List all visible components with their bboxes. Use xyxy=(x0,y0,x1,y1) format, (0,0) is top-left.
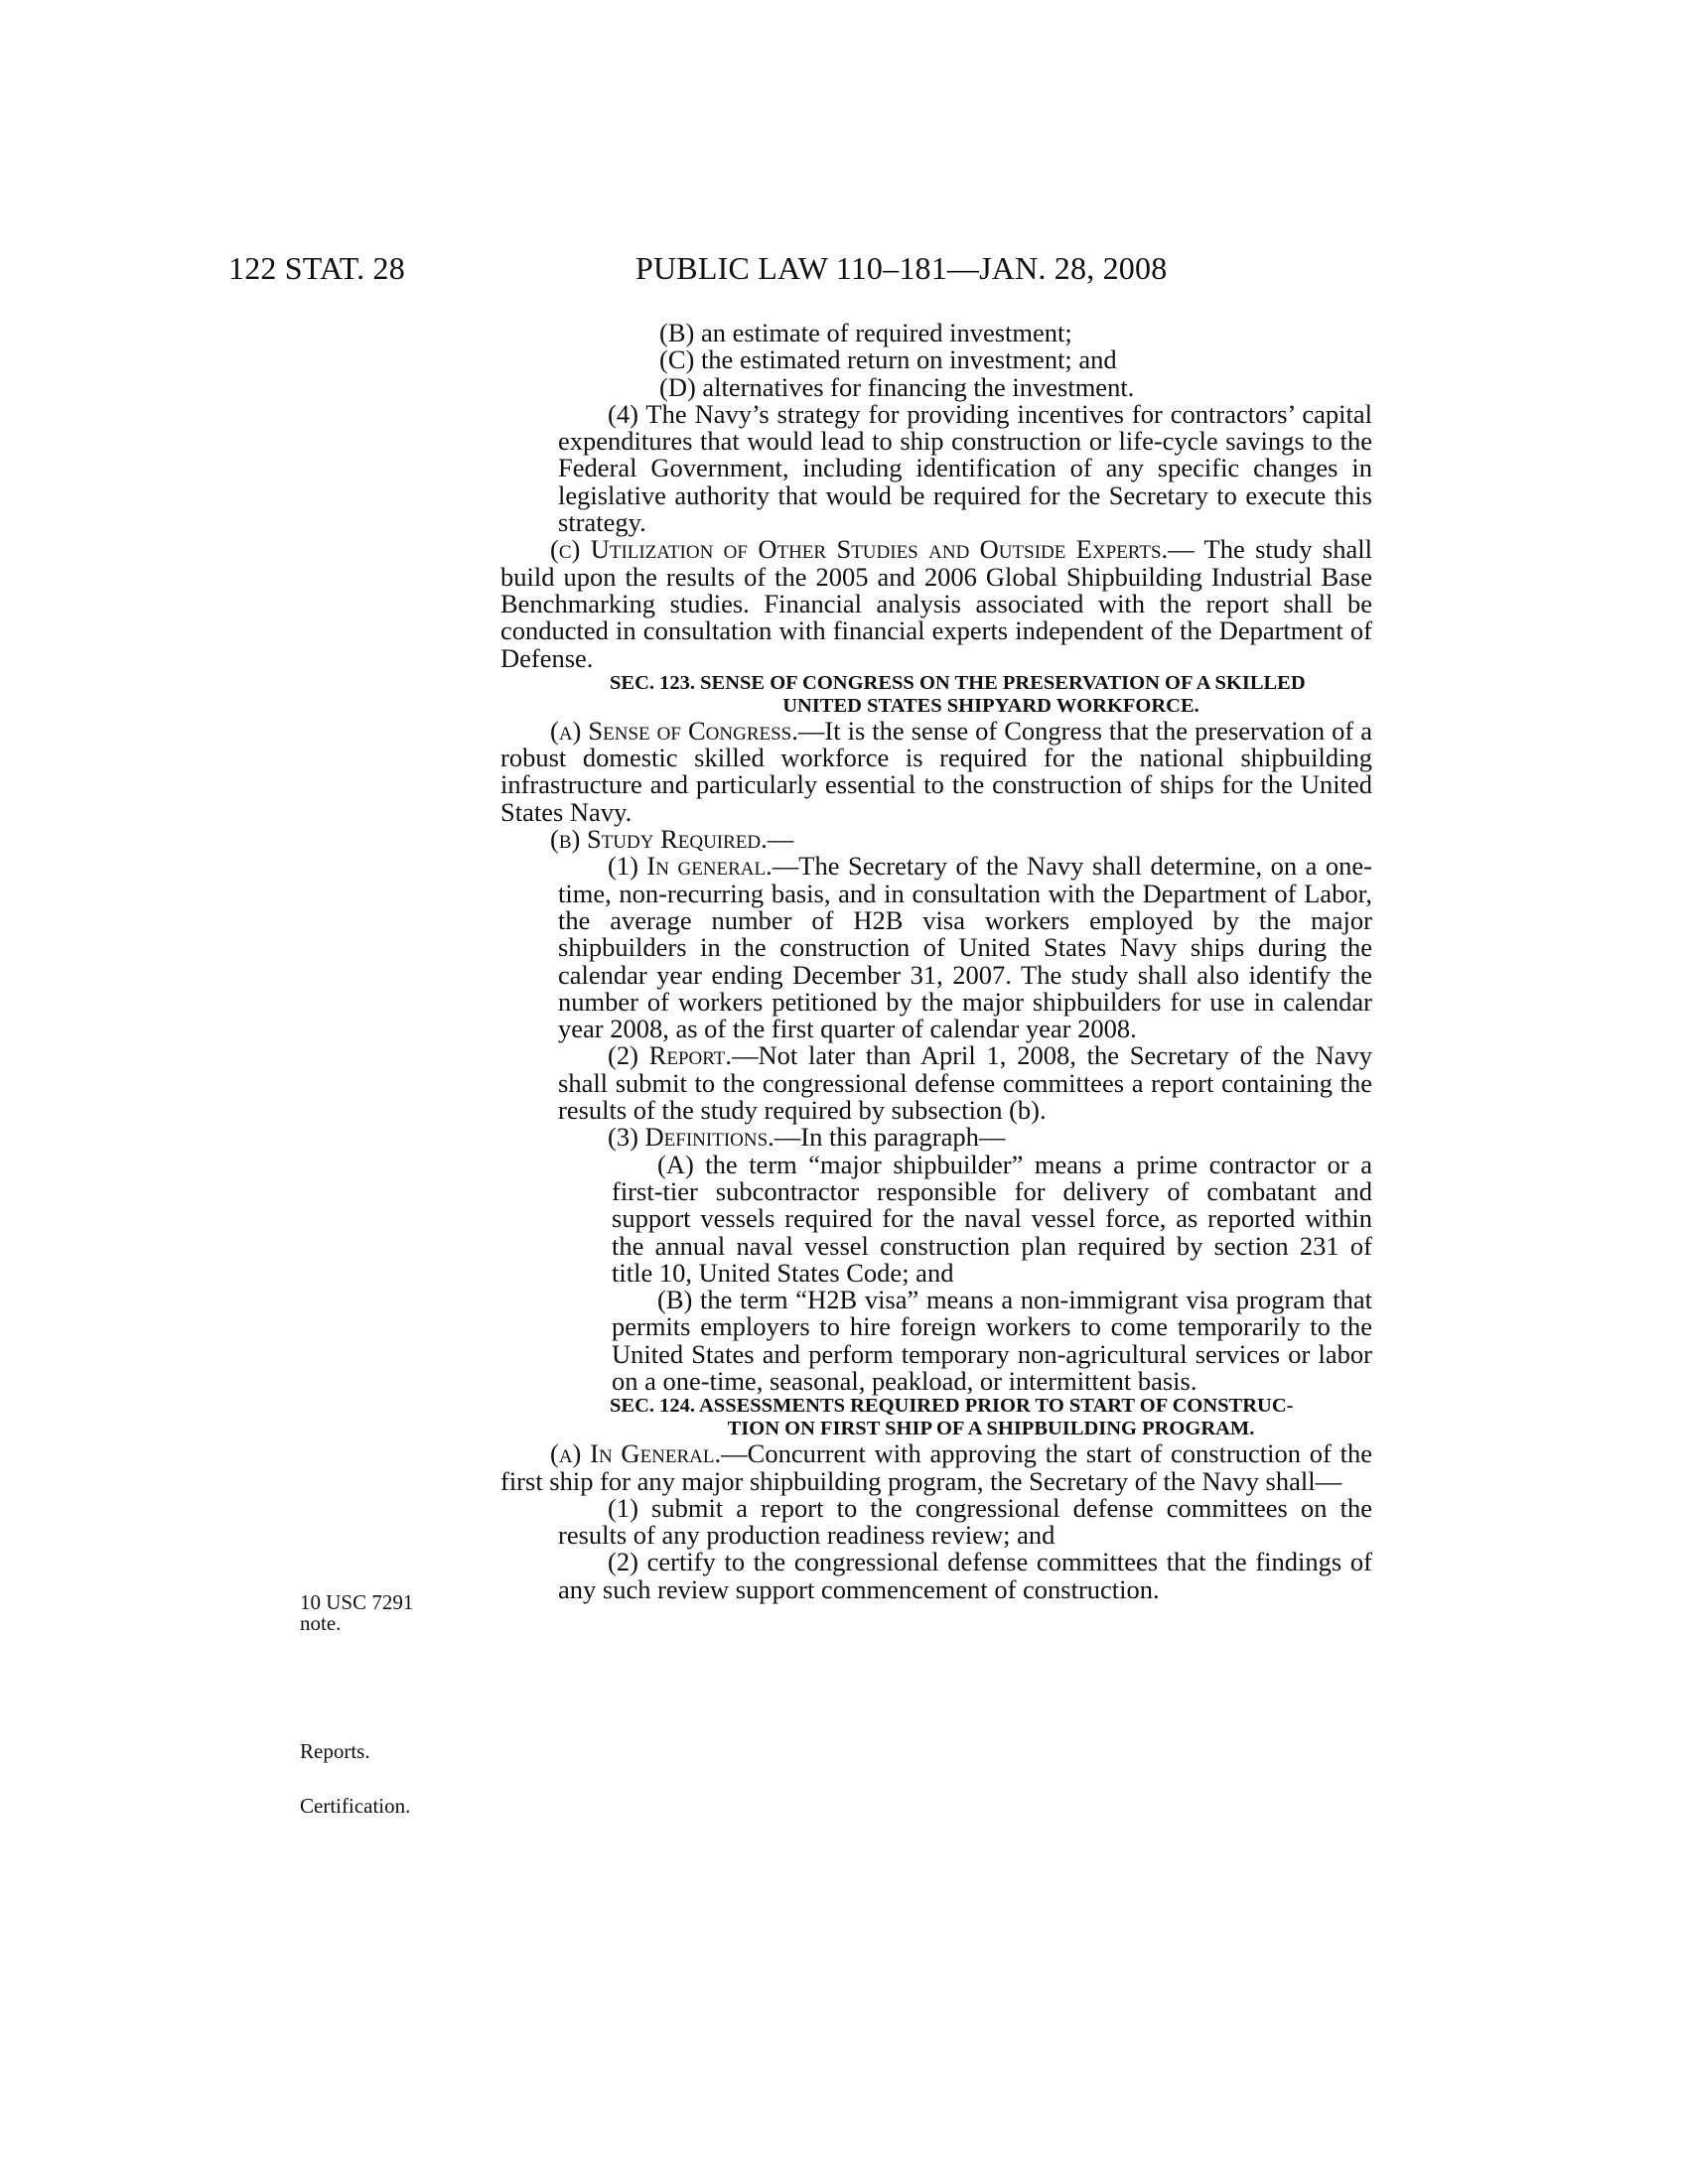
para-b3-C: (C) the estimated return on investment; and xyxy=(659,344,1117,375)
para-123-b3-A: (A) the term “major shipbuilder” means a prime contractor or a first-tier subcontractor responsible for delivery of combatant and support vessels required for the naval vessel force, as reported within the annual naval vessel construction plan required by section 231 of title 10, United States Code; and xyxy=(612,1149,1372,1288)
para-123-b2-heading: (2) Report. xyxy=(608,1040,733,1071)
page-stat-citation: 122 STAT. 28 xyxy=(228,250,405,286)
para-124-a xyxy=(500,1440,1372,1495)
para-b3-D: (D) alternatives for financing the investment. xyxy=(659,371,1135,402)
para-123-b2-body: —Not later than April 1, 2008, the Secretary of the Navy shall submit to the congressional defense committees a report containing the results of the study required by subsection (b). xyxy=(558,1040,1372,1126)
margin-note-reports: Reports. xyxy=(300,1739,370,1763)
section-124-heading-line2: TION ON FIRST SHIP OF A SHIPBUILDING PROGRAM. xyxy=(727,1418,1255,1440)
para-123-b1 xyxy=(500,853,1372,1042)
para-124-a1: (1) submit a report to the congressional defense committees on the results of any production readiness review; and xyxy=(558,1492,1372,1551)
para-b3-B: (B) an estimate of required investment; xyxy=(659,318,1072,347)
para-c xyxy=(500,536,1372,671)
page-header-title: PUBLIC LAW 110–181—JAN. 28, 2008 xyxy=(635,250,1168,286)
para-124-a-heading: (a) In General. xyxy=(550,1438,722,1469)
para-123-a-heading: (a) Sense of Congress. xyxy=(550,715,798,746)
para-c-heading: (c) Utilization of Other Studies and Outside Experts.— xyxy=(550,534,1195,565)
para-123-b3 xyxy=(500,1124,1372,1151)
document-body xyxy=(500,320,1372,1603)
para-123-b3-heading: (3) Definitions. xyxy=(608,1122,774,1153)
para-124-a2: (2) certify to the congressional defense committees that the findings of any such review support commencement of construction. xyxy=(558,1547,1372,1604)
margin-note-usc-line2: note. xyxy=(300,1611,342,1635)
para-c-body: The study shall build upon the results of the 2005 and 2006 Global Shipbuilding Industrial Base Benchmarking studies. Financial analysis associated with the report shall be conducted in consultation with financial experts independent of the Department of Defense. xyxy=(500,534,1372,673)
para-123-a-body: —It is the sense of Congress that the preservation of a robust domestic skilled workforce is required for the national shipbuilding infrastructure and particularly essential to the construction of ships for the United States Navy. xyxy=(500,715,1372,827)
section-123-heading xyxy=(500,672,1372,718)
section-123-heading-line2: UNITED STATES SHIPYARD WORKFORCE. xyxy=(782,694,1199,717)
section-124-heading-line1: SEC. 124. ASSESSMENTS REQUIRED PRIOR TO START OF CONSTRUC- xyxy=(610,1395,1294,1418)
para-123-b1-heading: (1) In general. xyxy=(608,851,773,882)
margin-note-usc-line1: 10 USC 7291 xyxy=(300,1590,414,1614)
para-b4: (4) The Navy’s strategy for providing incentives for contractors’ capital expenditures that would lead to ship construction or life-cycle savings to the Federal Government, including identification of any specific changes in legislative authority that would be required for the Secretary to execute this strategy. xyxy=(558,398,1372,538)
section-124-heading xyxy=(500,1395,1372,1440)
section-123-heading-line1: SEC. 123. SENSE OF CONGRESS ON THE PRESERVATION OF A SKILLED xyxy=(610,671,1306,694)
para-123-b2 xyxy=(500,1042,1372,1124)
margin-note-usc xyxy=(300,1592,413,1634)
para-123-b1-body: —The Secretary of the Navy shall determine, on a one-time, non-recurring basis, and in consultation with the Department of Labor, the average number of H2B visa workers employed by the major shipbuilders in the construction of United States Navy ships during the calendar year ending December 31, 2007. The study shall also identify the number of workers petitioned by the major shipbuilders for use in calendar year 2008, as of the first quarter of calendar year 2008. xyxy=(558,851,1372,1044)
margin-note-certification: Certification. xyxy=(300,1794,411,1818)
para-123-b3-B: (B) the term “H2B visa” means a non-immigrant visa program that permits employers to hire foreign workers to come temporarily to the United States and perform temporary non-agricultural services or labor on a one-time, seasonal, peakload, or intermittent basis. xyxy=(612,1285,1372,1396)
para-123-b3-body: —In this paragraph— xyxy=(774,1122,1006,1153)
para-123-a xyxy=(500,715,1372,827)
para-124-a-body: —Concurrent with approving the start of construction of the first ship for any major shipbuilding program, the Secretary of the Navy shall— xyxy=(500,1438,1372,1496)
para-123-b-heading-text: (b) Study Required.— xyxy=(550,824,794,855)
para-123-b-heading xyxy=(500,826,1372,853)
